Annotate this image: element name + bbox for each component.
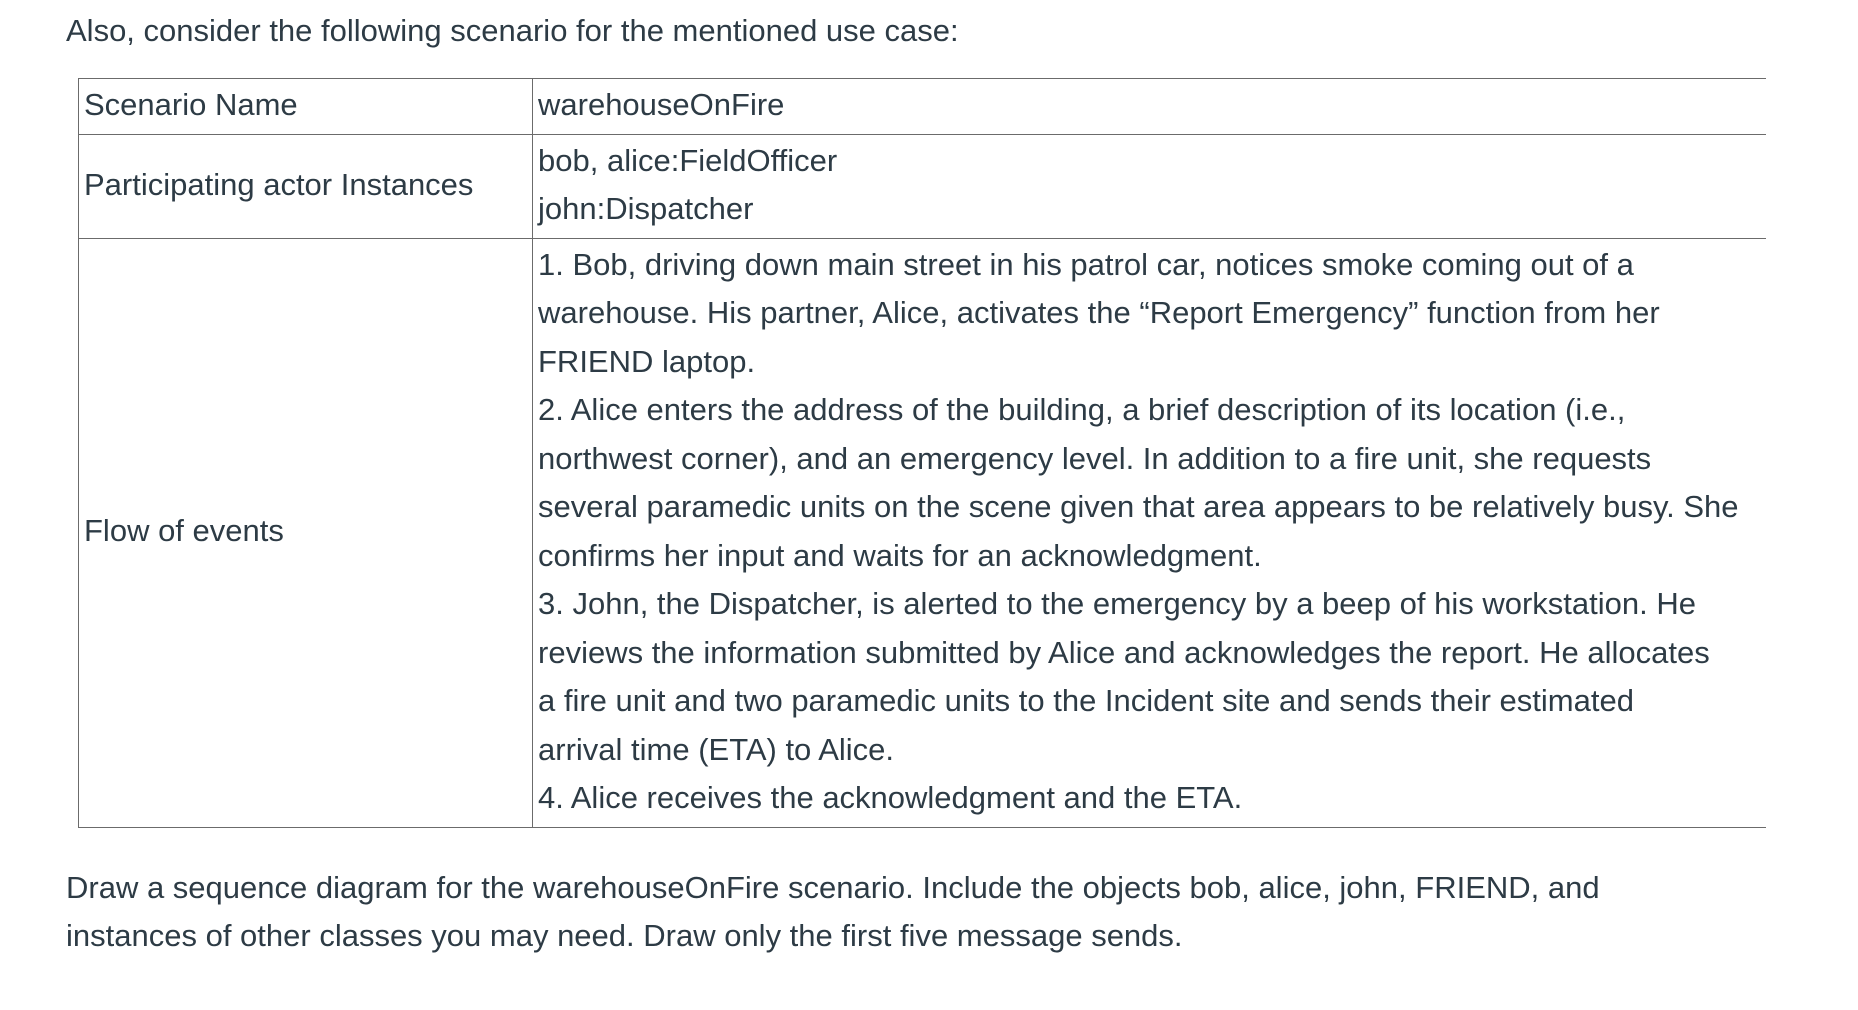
row-label: Flow of events <box>79 238 533 827</box>
outro-text <box>66 864 1746 960</box>
row-value <box>533 79 1767 135</box>
value-line: reviews the information submitted by Alice and acknowledges the report. He allocates <box>538 634 1710 670</box>
intro-text: Also, consider the following scenario for the mentioned use case: <box>66 13 959 48</box>
value-line: warehouse. His partner, Alice, activates the “Report Emergency” function from her <box>538 295 1660 330</box>
value-line: confirms her input and waits for an acknowledgment. <box>538 537 1262 573</box>
value-line: northwest corner), and an emergency level. In addition to a fire unit, she requests <box>538 440 1652 476</box>
value-line: a fire unit and two paramedic units to the Incident site and sends their estimated <box>538 683 1634 718</box>
value-line: arrival time (ETA) to Alice. <box>538 731 895 767</box>
document-page <box>66 0 1766 953</box>
row-value <box>533 238 1767 827</box>
value-line: FRIEND laptop. <box>538 343 756 379</box>
table-row-participating-actors <box>79 134 1767 238</box>
value-line: warehouseOnFire <box>538 87 785 122</box>
value-line: 4. Alice receives the acknowledgment and the ETA. <box>538 780 1243 815</box>
table-row-scenario-name <box>79 79 1767 135</box>
scenario-table <box>78 78 1766 828</box>
value-line: several paramedic units on the scene given that area appears to be relatively busy. She <box>538 489 1739 524</box>
value-line: 3. John, the Dispatcher, is alerted to the emergency by a beep of his workstation. He <box>538 586 1696 621</box>
value-line: 1. Bob, driving down main street in his patrol car, notices smoke coming out of a <box>538 246 1634 282</box>
row-label: Scenario Name <box>79 79 533 135</box>
value-line: john:Dispatcher <box>538 191 754 226</box>
row-label: Participating actor Instances <box>79 134 533 238</box>
outro-line: Draw a sequence diagram for the warehouseOnFire scenario. Include the objects bob, alice, john, FRIEND, and <box>66 870 1600 905</box>
table-row-flow-of-events <box>79 238 1767 827</box>
outro-line: instances of other classes you may need. Draw only the first five message sends. <box>66 918 1183 953</box>
value-line: bob, alice:FieldOfficer <box>538 142 838 178</box>
row-value <box>533 134 1767 238</box>
value-line: 2. Alice enters the address of the building, a brief description of its location (i.e., <box>538 392 1626 427</box>
